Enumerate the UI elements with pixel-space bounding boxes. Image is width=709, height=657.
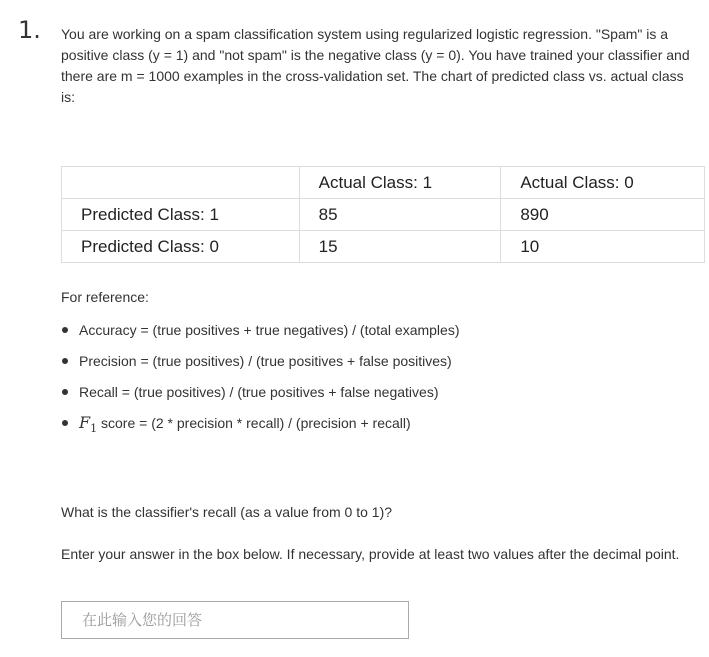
f1-symbol [79, 413, 98, 436]
table-cell: 890 [501, 199, 705, 231]
row-header-predicted-1: Predicted Class: 1 [62, 199, 300, 231]
confusion-matrix-table [61, 166, 705, 263]
f1-formula: score = (2 * precision * recall) / (precision + recall) [97, 415, 411, 431]
recall-formula: Recall = (true positives) / (true positives + false negatives) [79, 384, 439, 400]
bullet-icon [62, 327, 68, 333]
list-item [61, 351, 460, 382]
reference-list [61, 320, 460, 444]
list-item [61, 320, 460, 351]
answer-instruction: Enter your answer in the box below. If necessary, provide at least two values after the decimal point. [61, 546, 680, 562]
answer-input[interactable] [61, 601, 409, 639]
table-cell: 15 [299, 231, 501, 263]
bullet-icon [62, 389, 68, 395]
f1-letter: F [79, 413, 91, 432]
f1-subscript: 1 [90, 422, 98, 436]
table-header-row [62, 167, 705, 199]
bullet-icon [62, 358, 68, 364]
table-corner-cell [62, 167, 300, 199]
question-number: 1. [18, 16, 41, 44]
reference-title: For reference: [61, 289, 149, 305]
bullet-icon [62, 420, 68, 426]
row-header-predicted-0: Predicted Class: 0 [62, 231, 300, 263]
question-ask: What is the classifier's recall (as a value from 0 to 1)? [61, 504, 393, 520]
question-prompt: You are working on a spam classification system using regularized logistic regression. "Spam" is a positive class (y = 1) and "not spam" is the negative class (y = 0). You have trained your classifier and there are m = 1000 examples in the cross-validation set. The chart of predicted class vs. actual class is: [61, 26, 690, 105]
precision-formula: Precision = (true positives) / (true positives + false positives) [79, 353, 452, 369]
list-item [61, 382, 460, 413]
col-header-actual-0: Actual Class: 0 [501, 167, 705, 199]
table-row [62, 199, 705, 231]
accuracy-formula: Accuracy = (true positives + true negatives) / (total examples) [79, 322, 460, 338]
table-cell: 10 [501, 231, 705, 263]
table-cell: 85 [299, 199, 501, 231]
list-item [61, 413, 460, 444]
table-row [62, 231, 705, 263]
col-header-actual-1: Actual Class: 1 [299, 167, 501, 199]
